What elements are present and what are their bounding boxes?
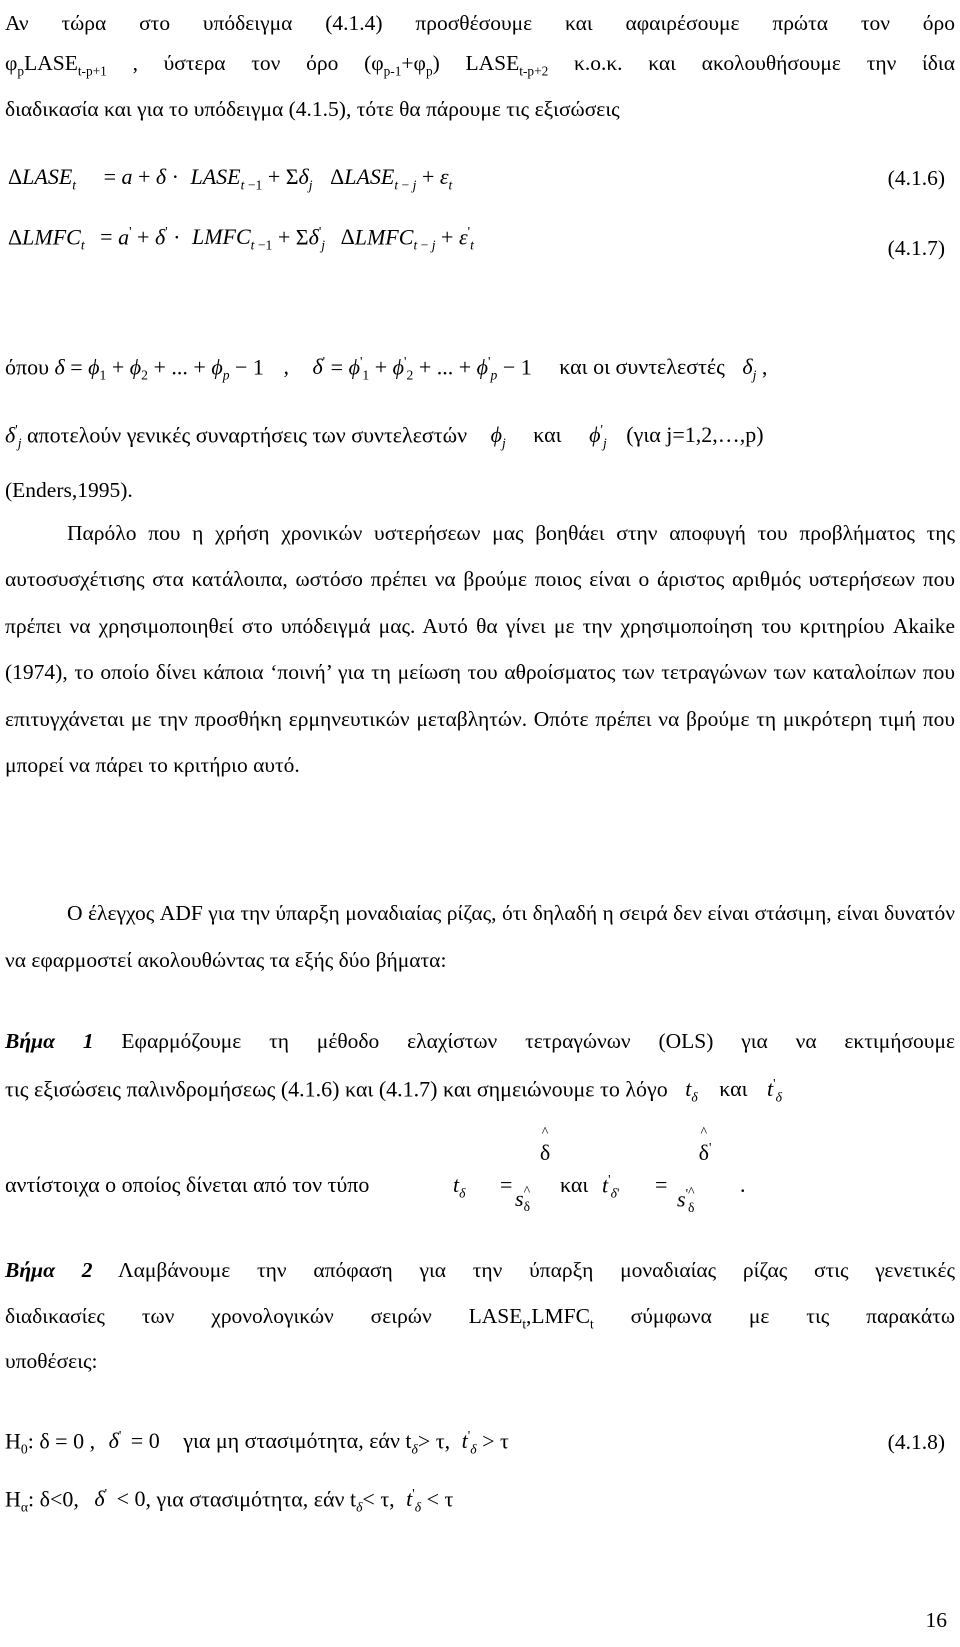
- citation: (Enders,1995).: [5, 478, 133, 502]
- equation-number: (4.1.7): [887, 236, 945, 260]
- definition-line-1: όπου $\delta = \phi_1 + \phi_2$ + ... + $\phi_p - 1$ , $\delta' = \phi'_1 + \phi'_2$ + ... + $\phi'_p - 1$ και οι συντελεστές $\delta_j$ ,: [5, 354, 768, 383]
- fraction-numerator: ^ δ: [525, 1140, 565, 1166]
- hypothesis-ha: $H_\alpha$: δ<0, δ' < 0, για στασιμότητα, εάν $t_\delta< \tau$, $t'_\delta < \tau$: [5, 1486, 454, 1515]
- intro-line-1: Αν τώρα στο υπόδειγμα (4.1.4) προσθέσουμε και αφαιρέσουμε πρώτα τον όρο: [5, 11, 955, 35]
- intro-line-3: διαδικασία και για το υπόδειγμα (4.1.5), τότε θα πάρουμε τις εξισώσεις: [5, 97, 620, 121]
- step2-line-1: Βήμα 2 Λαμβάνουμε την απόφαση για την ύπαρξη μοναδιαίας ρίζας στις γενετικές: [5, 1258, 956, 1282]
- intro-line-2: $\varphi_pLASE_{t-p+1}$ , ύστερα τον όρο $(\varphi_{p-1}+\varphi_p)$ $LASE_{t-p+2}$ κ.ο.κ. και ακολουθήσουμε την ίδια: [5, 51, 955, 79]
- definition-line-2: $\delta'_j$ αποτελούν γενικές συναρτήσεις των συντελεστών $\phi_j$ και $\phi'_j$ (για j=1,2,…,p): [5, 422, 764, 451]
- page-number: 16: [925, 1608, 947, 1632]
- step1-line-2: τις εξισώσεις παλινδρομήσεως (4.1.6) και (4.1.7) και σημειώνουμε το λόγο $t_\delta$ και $t'_\delta$: [5, 1076, 782, 1105]
- paragraph-akaike: Παρόλο που η χρήση χρονικών υστερήσεων μας βοηθάει στην αποφυγή του προβλήματος της αυτοσυσχέτισης στα κατάλοιπα, ωστόσο πρέπει να βρούμε ποιος είναι ο άριστος αριθμός υστερήσεων που πρέπει να χρησιμοποιηθεί στο υπόδειγμά μας. Αυτό θα γίνει με την χρησιμοποίηση του κριτηρίου Akaike (1974), το οποίο δίνει κάποια ‘ποινή’ για τη μείωση του αθροίσματος των τετραγώνων των καταλοίπων που επιτυγχάνεται με την προσθήκη ερμηνευτικών μεταβλητών. Οπότε πρέπει να βρούμε τη μικρότερη τιμή που μπορεί να πάρει το κριτήριο αυτό.: [5, 521, 955, 778]
- equation-number: (4.1.6): [887, 166, 945, 190]
- hypothesis-h0: $H_0$: δ = 0 , δ' = 0 για μη στασιμότητα, εάν $t_\delta> \tau$, $t'_\delta > \tau$: [5, 1428, 509, 1457]
- equation-number: (4.1.8): [887, 1430, 945, 1454]
- step2-line-2: διαδικασίες των χρονολογικών σειρών $LASE_t,LMFC_t$ σύμφωνα με τις παρακάτω: [5, 1304, 955, 1332]
- equation-4-1-6: $\Delta LASE_t = a + \delta$ · $LASE_t$ $_{-1} + \Sigma\delta_j$ $\Delta LASE_t$ $_-$ $_j + \varepsilon_t$: [8, 164, 453, 193]
- equation-4-1-7: $\Delta LMFC_t = a' + \delta'$ · $LMFC_t$ $_{-1} + \Sigma\delta'_j$ $\Delta LMFC_t$ $_-$ $_j + \varepsilon'_t$: [8, 224, 474, 253]
- step2-line-3: υποθέσεις:: [5, 1349, 98, 1373]
- step1-line-1: Βήμα 1 Εφαρμόζουμε τη μέθοδο ελαχίστων τετραγώνων (OLS) για να εκτιμήσουμε: [5, 1029, 955, 1053]
- document-page: Αν τώρα στο υπόδειγμα (4.1.4) προσθέσουμε και αφαιρέσουμε πρώτα τον όρο $\varphi_pLASE_{t-p+1}$ , ύστερα τον όρο $(\varphi_{p-1}+\varphi_p)$ $LASE_{t-p+2}$ κ.ο.κ. και ακολουθήσουμε την ίδια διαδικασία και για το υπόδειγμα (4.1.5), τότε θα πάρουμε τις εξισώσεις $\Delta LASE_t = a + \delta$ · $LASE_t$ $_{-1} + \Sigma\delta_j$ $\Delta LASE_t$ $_-$ $_j + \varepsilon_t$ (4.1.6) $\Delta LMFC_t = a' + \delta'$ · $LMFC_t$ $_{-1} + \Sigma\delta'_j$ $\Delta LMFC_t$ $_-$ $_j + \varepsilon'_t$ (4.1.7) όπου $\delta = \phi_1 + \phi_2$ + ... + $\phi_p - 1$ , $\delta' = \phi'_1 + \phi'_2$ + ... + $\phi'_p - 1$ και οι συντελεστές $\delta_j$ , $\delta'_j$ αποτελούν γενικές συναρτήσεις των συντελεστών $\phi_j$ και $\phi'_j$ (για j=1,2,…,p) (Enders,1995). Παρόλο που η χρήση χρονικών υστερήσεων μας βοηθάει στην αποφυγή του προβλήματος της αυτοσυσχέτισης στα κατάλοιπα, ωστόσο πρέπει να βρούμε ποιος είναι ο άριστος αριθμός υστερήσεων που πρέπει να χρησιμοποιηθεί στο υπόδειγμά μας. Αυτό θα γίνει με την χρησιμοποίηση του κριτηρίου Akaike (1974), το οποίο δίνει κάποια ‘ποινή’ για τη μείωση του αθροίσματος των τετραγώνων των καταλοίπων που επιτυγχάνεται με την προσθήκη ερμηνευτικών μεταβλητών. Οπότε πρέπει να βρούμε τη μικρότερη τιμή που μπορεί να πάρει το κριτήριο αυτό. Ο έλεγχος ADF για την ύπαρξη μοναδιαίας ρίζας, ότι δηλαδή η σειρά δεν είναι στάσιμη, είναι δυνατόν να εφαρμοστεί ακολουθώντας τα εξής δύο βήματα: Βήμα 1 Εφαρμόζουμε τη μέθοδο ελαχίστων τετραγώνων (OLS) για να εκτιμήσουμε τις εξισώσεις παλινδρομήσεως (4.1.6) και (4.1.7) και σημειώνουμε το λόγο $t_\delta$ και $t'_\delta$ αντίστοιχα ο οποίος δίνεται από τον τύπο $t_\delta$ = ^ δ s^ $_\delta$ και $t'_{\delta'}$ = ^ δ' s'^ $_\delta$ . Βήμα 2 Λαμβάνουμε την απόφαση για την ύπαρξη μοναδιαίας ρίζας στις γενετικές διαδικασίες των χρονολογικών σειρών $LASE_t,LMFC_t$ σύμφωνα με τις παρακάτω υποθέσεις: $H_0$: δ = 0 , δ' = 0 για μη στασιμότητα, εάν $t_\delta> \tau$, $t'_\delta > \tau$ (4.1.8) $H_\alpha$: δ<0, δ' < 0, για στασιμότητα, εάν $t_\delta< \tau$, $t'_\delta < \tau$ 16: [0, 0, 960, 1647]
- paragraph-adf: Ο έλεγχος ADF για την ύπαρξη μοναδιαίας ρίζας, ότι δηλαδή η σειρά δεν είναι στάσιμη, είναι δυνατόν να εφαρμοστεί ακολουθώντας τα εξής δύο βήματα:: [5, 901, 955, 972]
